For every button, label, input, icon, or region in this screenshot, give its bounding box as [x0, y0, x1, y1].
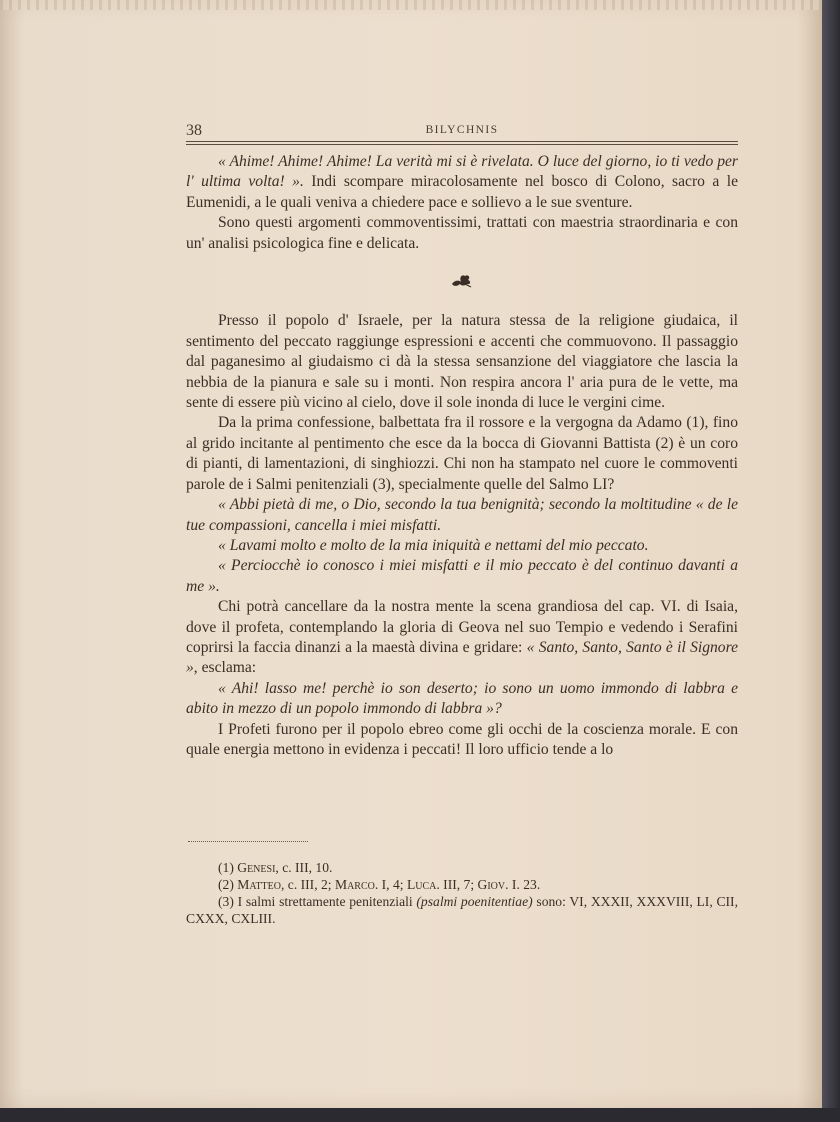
footnote-2 [186, 876, 738, 893]
paragraph-oedipus [186, 152, 738, 213]
background-right [822, 0, 840, 1122]
running-title: BILYCHNIS [425, 124, 499, 136]
psalm-quote-2: « Lavami molto e molto de la mia iniquità e nettami del mio peccato. [218, 536, 649, 554]
page-top-edge [0, 0, 822, 10]
leaf-fleuron-icon [449, 268, 475, 290]
paragraph-isaiah-text-b: , esclama: [193, 659, 257, 677]
paragraph-confession: Da la prima confessione, balbettata fra il rossore e la vergogna da Adamo (1), fino al grido incitante al pentimento che esce da la bocca di Giovanni Battista (2) è un coro di pianti, di lamentazioni, di singhiozzi. Chi non ha stampato nel cuore le commoventi parole de i Salmi penitenziali (3), specialmente quelle del Salmo LI? [186, 414, 738, 493]
isaiah-quote: « Ahi! lasso me! perchè io son deserto; io sono un uomo immondo di labbra e abito in mezzo di un popolo immondo di labbra »? [186, 679, 738, 718]
footnote-3 [186, 893, 738, 927]
paragraph-isaiah-text-a: Chi potrà cancellare da la nostra mente la scena grandiosa del cap. VI. di Isaia, dove il profeta, contemplando la gloria di Geova nel suo Tempio e vedendo i Serafini coprirsi la faccia dinanzi a la maestà divina e gridare: [186, 598, 738, 656]
footnote-2-ref-matteo: Matteo [237, 877, 281, 892]
footnote-2-number: (2) [218, 877, 238, 892]
background-bottom [0, 1108, 840, 1122]
footnote-3-text-a: (3) I salmi strettamente penitenziali [218, 894, 417, 909]
footnote-1-text: , c. III, 10. [275, 860, 333, 875]
paragraph-israel: Presso il popolo d' Israele, per la natura stessa de la religione giudaica, il sentimento del peccato raggiunge espressioni e accenti che commuovono. Il passaggio dal paganesimo al giudaismo ci dà la stessa sensanzione del viaggiatore che lascia la nebbia de la pianura e sale su i monti. Non respira ancora l' aria pura de le vette, ma sente di essere più vicino al cielo, dove il sole inonda di luce le vergini cime. [186, 312, 738, 412]
paragraph-oedipus-text: Indi scompare miracolosamente nel bosco di Colono, sacro a le Eumenidi, a le quali veniva a chiedere pace e sollievo a le sue sventure. [186, 173, 738, 211]
footnote-2-text-1: , c. III, 2; [281, 877, 335, 892]
psalm-quote-1: « Abbi pietà di me, o Dio, secondo la tua benignità; secondo la moltitudine « de le tue compassioni, cancella i miei misfatti. [186, 496, 738, 534]
footnote-3-latin: (psalmi poenitentiae) [416, 894, 533, 909]
footnote-2-text-3: . III, 7; [436, 877, 478, 892]
footnote-1-ref: Genesi [237, 860, 276, 875]
paragraph-arguments: Sono questi argomenti commoventissimi, trattati con maestria straordinaria e con un' analisi psicologica fine e delicata. [186, 214, 738, 252]
page-header [186, 122, 738, 142]
page-number: 38 [186, 122, 202, 139]
header-rule-top [186, 141, 738, 142]
footnote-2-text-4: . I. 23. [505, 877, 541, 892]
footnote-1 [186, 859, 738, 876]
main-text [186, 152, 738, 760]
paragraph-prophets: I Profeti furono per il popolo ebreo come gli occhi de la coscienza morale. E con quale energia mettono in evidenza i peccati! Il loro ufficio tende a lo [186, 720, 738, 758]
footnote-2-ref-marco: Marco [334, 877, 375, 892]
paragraph-isaiah [186, 597, 738, 679]
footnote-2-ref-giov: Giov [477, 877, 506, 892]
footnote-separator [188, 841, 308, 842]
footnote-2-text-2: . I, 4; [374, 877, 407, 892]
header-rule-bottom [186, 144, 738, 145]
quote-oedipus: « Ahime! Ahime! Ahime! La verità mi si è rivelata. O luce del giorno, io ti vedo per l' ultima volta! ». [186, 153, 738, 191]
footnote-3-text-b: sono: VI, XXXII, XXXVIII, LI, CII, CXXX, CXLIII. [186, 894, 738, 926]
fleuron-ornament [186, 269, 738, 289]
psalm-quote-3: « Perciocchè io conosco i miei misfatti e il mio peccato è del continuo davanti a me ». [186, 557, 738, 595]
quote-santo: « Santo, Santo, Santo è il Signore » [186, 638, 739, 677]
footnote-2-ref-luca: Luca [406, 877, 437, 892]
footnotes [186, 859, 738, 927]
footnote-1-number: (1) [218, 860, 238, 875]
